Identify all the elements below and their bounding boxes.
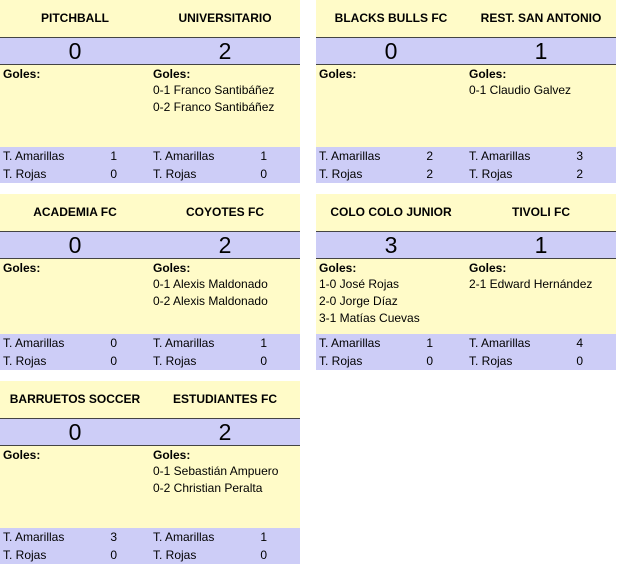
away-team-name: TIVOLI FC — [512, 205, 570, 219]
red-cards-label: T. Rojas — [469, 354, 513, 368]
goals-label: Goles: — [469, 261, 507, 275]
yellow-cards-row — [466, 334, 616, 352]
scores-row — [0, 418, 300, 446]
red-cards-count: 0 — [110, 548, 117, 562]
home-score: 3 — [384, 232, 398, 258]
yellow-cards-count: 1 — [426, 336, 433, 350]
goals-label: Goles: — [3, 261, 41, 275]
goal-entry: 0-1 Alexis Maldonado — [153, 277, 268, 291]
team-names-row — [0, 0, 300, 37]
scores-row — [0, 37, 300, 65]
away-team-name: COYOTES FC — [185, 205, 264, 219]
scores-row — [316, 231, 616, 259]
goal-entry: 0-2 Christian Peralta — [153, 481, 263, 495]
yellow-cards-label: T. Amarillas — [319, 336, 381, 350]
away-cards — [466, 147, 616, 183]
yellow-cards-count: 4 — [576, 336, 583, 350]
goal-entry: 0-1 Claudio Galvez — [469, 83, 572, 97]
red-cards-count: 0 — [260, 548, 267, 562]
team-names-row — [0, 381, 300, 418]
yellow-cards-row — [150, 528, 300, 546]
goal-entry: 0-2 Franco Santibáñez — [153, 100, 275, 114]
goals-label: Goles: — [319, 261, 357, 275]
match-card — [316, 194, 616, 370]
home-goals — [316, 65, 466, 147]
home-team-name: BLACKS BULLS FC — [334, 11, 448, 25]
yellow-cards-count: 0 — [110, 336, 117, 350]
match-card — [0, 194, 300, 370]
yellow-cards-label: T. Amarillas — [469, 149, 531, 163]
match-card — [0, 381, 300, 564]
red-cards-row — [316, 165, 466, 183]
away-team-name: REST. SAN ANTONIO — [480, 11, 602, 25]
red-cards-row — [466, 165, 616, 183]
home-cards — [0, 528, 150, 564]
away-score: 2 — [218, 419, 232, 445]
goals-section — [316, 259, 616, 334]
home-goals — [0, 446, 150, 528]
home-score: 0 — [68, 38, 82, 64]
team-names-row — [316, 0, 616, 37]
goal-entry: 3-1 Matías Cuevas — [319, 311, 420, 325]
red-cards-count: 0 — [576, 354, 583, 368]
home-team-name: BARRUETOS SOCCER — [9, 392, 141, 406]
away-team-name: ESTUDIANTES FC — [172, 392, 277, 406]
red-cards-row — [0, 546, 150, 564]
away-cards — [150, 147, 300, 183]
cards-section — [0, 528, 300, 564]
goals-label: Goles: — [3, 67, 41, 81]
goals-label: Goles: — [469, 67, 507, 81]
team-names-row — [316, 194, 616, 231]
yellow-cards-row — [316, 334, 466, 352]
yellow-cards-count: 1 — [260, 530, 267, 544]
red-cards-count: 0 — [260, 167, 267, 181]
cards-section — [0, 147, 300, 183]
yellow-cards-label: T. Amarillas — [3, 149, 65, 163]
yellow-cards-label: T. Amarillas — [3, 530, 65, 544]
away-team-name: UNIVERSITARIO — [178, 11, 272, 25]
home-goals — [0, 65, 150, 147]
home-cards — [0, 147, 150, 183]
yellow-cards-label: T. Amarillas — [153, 149, 215, 163]
red-cards-row — [466, 352, 616, 370]
yellow-cards-row — [466, 147, 616, 165]
away-goals — [466, 65, 616, 147]
red-cards-row — [150, 165, 300, 183]
goals-label: Goles: — [319, 67, 357, 81]
goals-section — [0, 259, 300, 334]
red-cards-count: 2 — [576, 167, 583, 181]
yellow-cards-row — [316, 147, 466, 165]
yellow-cards-label: T. Amarillas — [319, 149, 381, 163]
red-cards-label: T. Rojas — [469, 167, 513, 181]
yellow-cards-row — [150, 334, 300, 352]
match-card — [316, 0, 616, 183]
yellow-cards-row — [0, 147, 150, 165]
yellow-cards-count: 1 — [260, 149, 267, 163]
match-card — [0, 0, 300, 183]
home-score: 0 — [68, 419, 82, 445]
red-cards-count: 2 — [426, 167, 433, 181]
away-score: 1 — [534, 232, 548, 258]
away-goals — [150, 259, 300, 334]
home-score: 0 — [68, 232, 82, 258]
scores-row — [0, 231, 300, 259]
cards-section — [0, 334, 300, 370]
red-cards-row — [316, 352, 466, 370]
team-names-row — [0, 194, 300, 231]
home-cards — [0, 334, 150, 370]
red-cards-label: T. Rojas — [153, 548, 197, 562]
red-cards-label: T. Rojas — [3, 548, 47, 562]
away-cards — [150, 334, 300, 370]
away-score: 2 — [218, 38, 232, 64]
away-score: 1 — [534, 38, 548, 64]
red-cards-label: T. Rojas — [319, 354, 363, 368]
red-cards-row — [150, 546, 300, 564]
red-cards-count: 0 — [426, 354, 433, 368]
goals-label: Goles: — [153, 261, 191, 275]
away-goals — [466, 259, 616, 334]
yellow-cards-label: T. Amarillas — [153, 336, 215, 350]
goals-label: Goles: — [153, 448, 191, 462]
red-cards-row — [0, 165, 150, 183]
home-cards — [316, 147, 466, 183]
away-cards — [150, 528, 300, 564]
away-score: 2 — [218, 232, 232, 258]
scores-row — [316, 37, 616, 65]
yellow-cards-label: T. Amarillas — [153, 530, 215, 544]
yellow-cards-count: 1 — [260, 336, 267, 350]
red-cards-label: T. Rojas — [319, 167, 363, 181]
home-score: 0 — [384, 38, 398, 64]
red-cards-count: 0 — [260, 354, 267, 368]
goal-entry: 1-0 José Rojas — [319, 277, 400, 291]
red-cards-label: T. Rojas — [3, 354, 47, 368]
goals-section — [0, 65, 300, 147]
red-cards-row — [0, 352, 150, 370]
yellow-cards-count: 1 — [110, 149, 117, 163]
red-cards-label: T. Rojas — [3, 167, 47, 181]
goal-entry: 2-1 Edward Hernández — [469, 277, 593, 291]
red-cards-count: 0 — [110, 167, 117, 181]
goal-entry: 0-1 Sebastián Ampuero — [153, 464, 279, 478]
cards-section — [316, 334, 616, 370]
home-team-name: COLO COLO JUNIOR — [330, 205, 452, 219]
yellow-cards-count: 3 — [110, 530, 117, 544]
goal-entry: 0-2 Alexis Maldonado — [153, 294, 268, 308]
away-cards — [466, 334, 616, 370]
yellow-cards-row — [150, 147, 300, 165]
home-cards — [316, 334, 466, 370]
cards-section — [316, 147, 616, 183]
home-goals — [0, 259, 150, 334]
red-cards-row — [150, 352, 300, 370]
yellow-cards-count: 2 — [426, 149, 433, 163]
yellow-cards-count: 3 — [576, 149, 583, 163]
goals-label: Goles: — [3, 448, 41, 462]
away-goals — [150, 446, 300, 528]
home-team-name: PITCHBALL — [41, 11, 109, 25]
goals-section — [316, 65, 616, 147]
goals-label: Goles: — [153, 67, 191, 81]
red-cards-label: T. Rojas — [153, 167, 197, 181]
goal-entry: 2-0 Jorge Díaz — [319, 294, 398, 308]
goal-entry: 0-1 Franco Santibáñez — [153, 83, 275, 97]
yellow-cards-row — [0, 334, 150, 352]
red-cards-label: T. Rojas — [153, 354, 197, 368]
red-cards-count: 0 — [110, 354, 117, 368]
yellow-cards-label: T. Amarillas — [3, 336, 65, 350]
goals-section — [0, 446, 300, 528]
yellow-cards-label: T. Amarillas — [469, 336, 531, 350]
home-goals — [316, 259, 466, 334]
home-team-name: ACADEMIA FC — [33, 205, 117, 219]
away-goals — [150, 65, 300, 147]
yellow-cards-row — [0, 528, 150, 546]
